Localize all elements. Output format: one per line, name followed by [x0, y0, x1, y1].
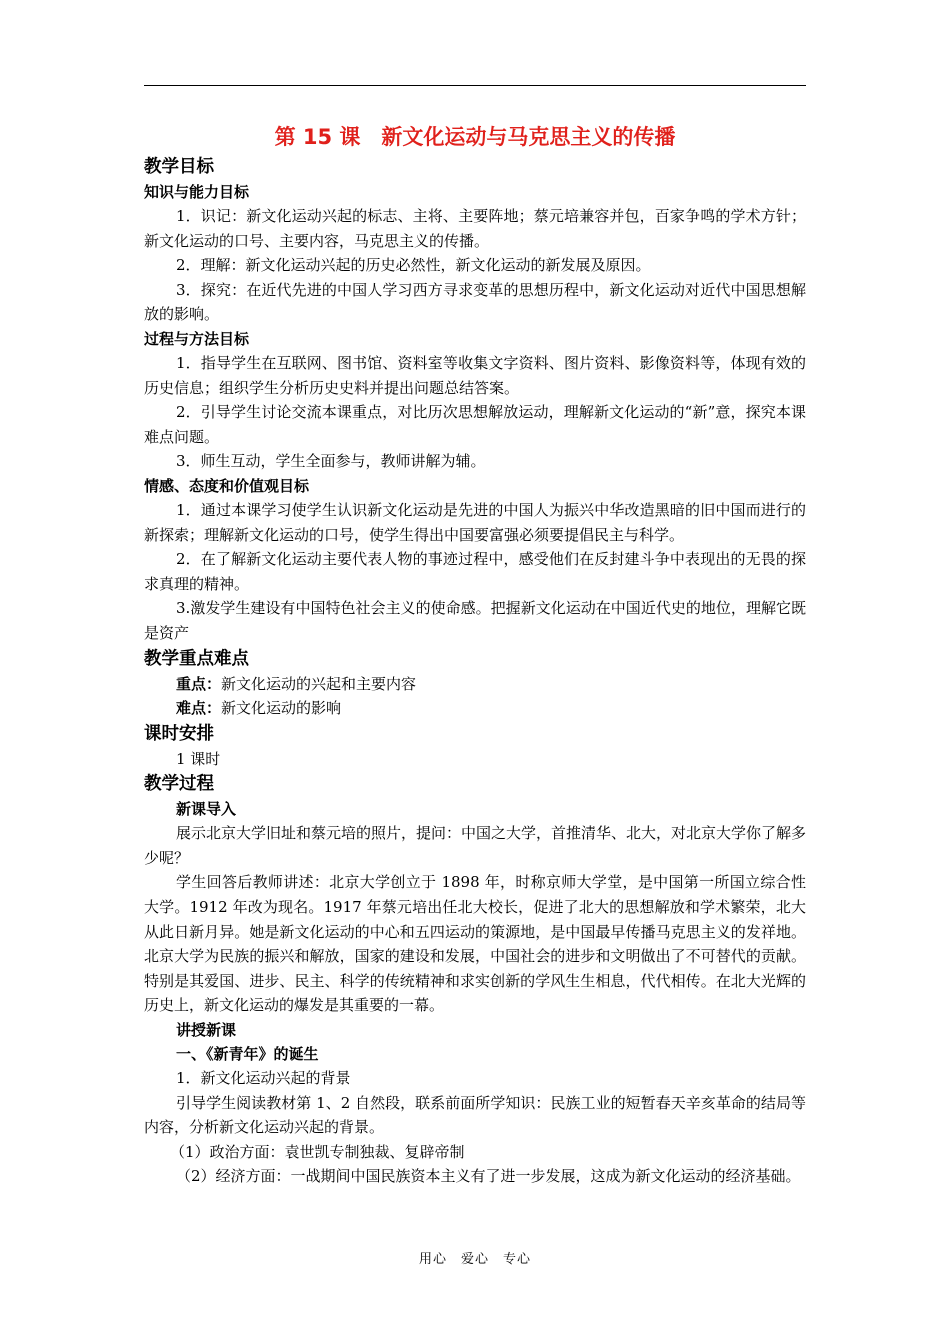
key-point-label: 重点： — [176, 674, 222, 693]
section-heading-schedule: 课时安排 — [144, 723, 214, 744]
paragraph: 学生回答后教师讲述：北京大学创立于 1898 年，时称京师大学堂，是中国第一所国立综合性大学。1912 年改为现名。1917 年蔡元培出任北大校长，促进了北大的思想解放和学术繁荣，北大从此日新月异。她是新文化运动的中心和五四运动的策源地，是中国最早传播马克思主义的发祥地。北京大学为民族的振兴和解放，国家的建设和发展，中国社会的进步和文明做出了不可替代的贡献。特别是其爱国、进步、民主、科学的传统精神和求实创新的学风生生相息，代代相传。在北大光辉的历史上，新文化运动的爆发是其重要的一幕。 — [144, 873, 806, 1015]
paragraph: 3．师生互动，学生全面参与，教师讲解为辅。 — [176, 452, 486, 471]
header-rule — [144, 85, 806, 86]
section-heading-objectives: 教学目标 — [144, 157, 214, 177]
paragraph: 2．理解：新文化运动兴起的历史必然性，新文化运动的新发展及原因。 — [176, 256, 651, 275]
paragraph: 1．识记：新文化运动兴起的标志、主将、主要阵地；蔡元培兼容并包，百家争鸣的学术方针；新文化运动的口号、主要内容，马克思主义的传播。 — [144, 207, 806, 250]
paragraph: （2）经济方面：一战期间中国民族资本主义有了进一步发展，这成为新文化运动的经济基础。 — [176, 1167, 801, 1186]
subheading-values: 情感、态度和价值观目标 — [144, 476, 310, 495]
paragraph: 3.激发学生建设有中国特色社会主义的使命感。把握新文化运动在中国近代史的地位，理解它既是资产 — [144, 599, 806, 642]
subheading-process: 过程与方法目标 — [144, 329, 250, 348]
section-heading-key-points: 教学重点难点 — [144, 648, 249, 669]
paragraph: 1．指导学生在互联网、图书馆、资料室等收集文字资料、图片资料、影像资料等，体现有效的历史信息；组织学生分析历史史料并提出问题总结答案。 — [144, 353, 806, 397]
paragraph: 1．通过本课学习使学生认识新文化运动是先进的中国人为振兴中华改造黑暗的旧中国而进行的新探索；理解新文化运动的口号，使学生得出中国要富强必须要提倡民主与科学。 — [144, 500, 806, 544]
subheading-new-youth: 一、《新青年》的诞生 — [176, 1045, 319, 1064]
subheading-new-lesson: 讲授新课 — [176, 1021, 237, 1040]
difficulty-line — [144, 696, 806, 721]
paragraph: 展示北京大学旧址和蔡元培的照片，提问：中国之大学，首推清华、北大，对北京大学你了解多少呢？ — [144, 824, 807, 867]
section-heading-process: 教学过程 — [144, 774, 214, 795]
lesson-title: 第 15 课 新文化运动与马克思主义的传播 — [274, 125, 676, 149]
paragraph: 2．在了解新文化运动主要代表人物的事迹过程中，感受他们在反封建斗争中表现出的无畏的探求真理的精神。 — [144, 550, 806, 593]
paragraph: 3．探究：在近代先进的中国人学习西方寻求变革的思想历程中，新文化运动对近代中国思想解放的影响。 — [144, 280, 806, 324]
difficulty-label: 难点： — [176, 699, 222, 718]
key-point-line — [144, 672, 806, 697]
paragraph: 引导学生阅读教材第 1、2 自然段，联系前面所学知识：民族工业的短暂春天辛亥革命的结局等内容，分析新文化运动兴起的背景。 — [144, 1093, 806, 1137]
key-point-text: 新文化运动的兴起和主要内容 — [221, 674, 417, 693]
subheading-intro: 新课导入 — [176, 800, 237, 819]
subheading-knowledge: 知识与能力目标 — [144, 183, 250, 201]
page-footer: 用心 爱心 专心 — [418, 1252, 531, 1267]
difficulty-text: 新文化运动的影响 — [221, 699, 342, 718]
list-item: 1．新文化运动兴起的背景 — [176, 1069, 351, 1088]
list-item: （1）政治方面：袁世凯专制独裁、复辟帝制 — [170, 1142, 465, 1161]
schedule-text: 1 课时 — [176, 749, 221, 768]
paragraph: 2．引导学生讨论交流本课重点，对比历次思想解放运动，理解新文化运动的“新”意，探究本课难点问题。 — [144, 403, 806, 446]
document-body — [144, 120, 806, 1189]
